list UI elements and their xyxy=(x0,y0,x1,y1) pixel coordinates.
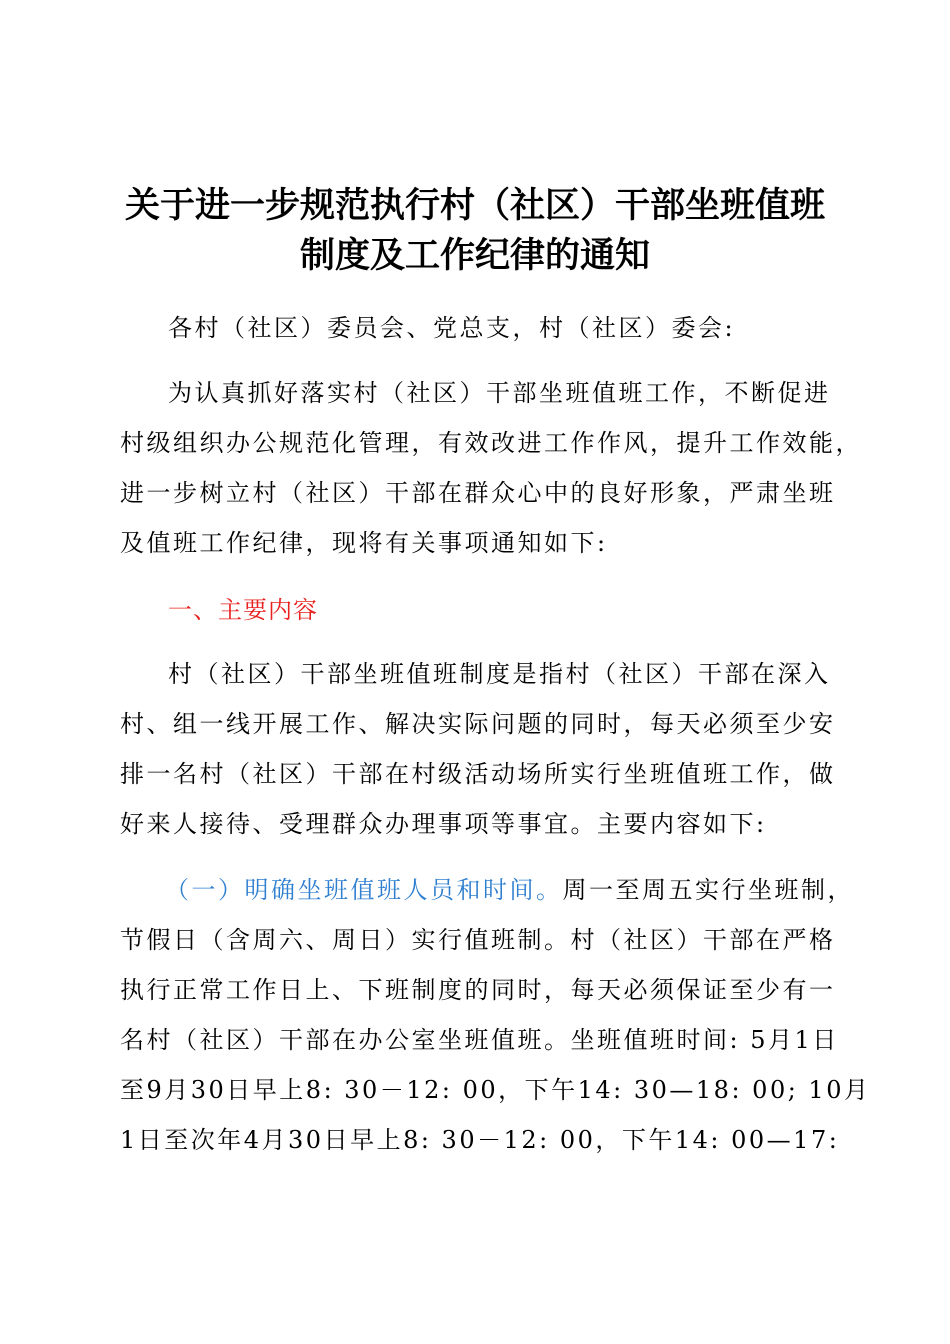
section-1-line-4: 好来人接待、受理群众办理事项等事宜。主要内容如下: xyxy=(120,810,767,838)
intro-line-4: 及值班工作纪律，现将有关事项通知如下: xyxy=(120,529,608,557)
subsection-1-heading: （一）明确坐班值班人员和时间。 xyxy=(165,876,563,904)
subsection-1-first-line xyxy=(165,875,854,905)
subsection-1-lead: 周一至周五实行坐班制， xyxy=(562,876,854,904)
salutation: 各村（社区）委员会、党总支，村（社区）委会: xyxy=(168,314,736,342)
document-title-line-1: 关于进一步规范执行村（社区）干部坐班值班 xyxy=(124,185,825,226)
intro-line-1: 为认真抓好落实村（社区）干部坐班值班工作，不断促进 xyxy=(168,379,831,407)
subsection-1-line-6: 1日至次年4月30日早上8: 30－12: 00，下午14: 00—17: xyxy=(120,1126,840,1154)
document-title-line-2: 制度及工作纪律的通知 xyxy=(299,235,650,276)
intro-line-3: 进一步树立村（社区）干部在群众心中的良好形象，严肃坐班 xyxy=(120,479,836,507)
intro-line-2: 村级组织办公规范化管理，有效改进工作作风，提升工作效能， xyxy=(120,429,862,457)
subsection-1-line-4: 名村（社区）干部在办公室坐班值班。坐班值班时间: 5月1日 xyxy=(120,1026,839,1054)
section-1-line-3: 排一名村（社区）干部在村级活动场所实行坐班值班工作，做 xyxy=(120,760,836,788)
subsection-1-line-5: 至9月30日早上8: 30－12: 00，下午14: 30—18: 00; 10月 xyxy=(120,1076,871,1104)
section-1-line-1: 村（社区）干部坐班值班制度是指村（社区）干部在深入 xyxy=(168,660,831,688)
section-1-heading: 一、主要内容 xyxy=(168,596,318,624)
section-1-line-2: 村、组一线开展工作、解决实际问题的同时，每天必须至少安 xyxy=(120,710,836,738)
subsection-1-line-3: 执行正常工作日上、下班制度的同时，每天必须保证至少有一 xyxy=(120,976,836,1004)
subsection-1-line-2: 节假日（含周六、周日）实行值班制。村（社区）干部在严格 xyxy=(120,926,836,954)
